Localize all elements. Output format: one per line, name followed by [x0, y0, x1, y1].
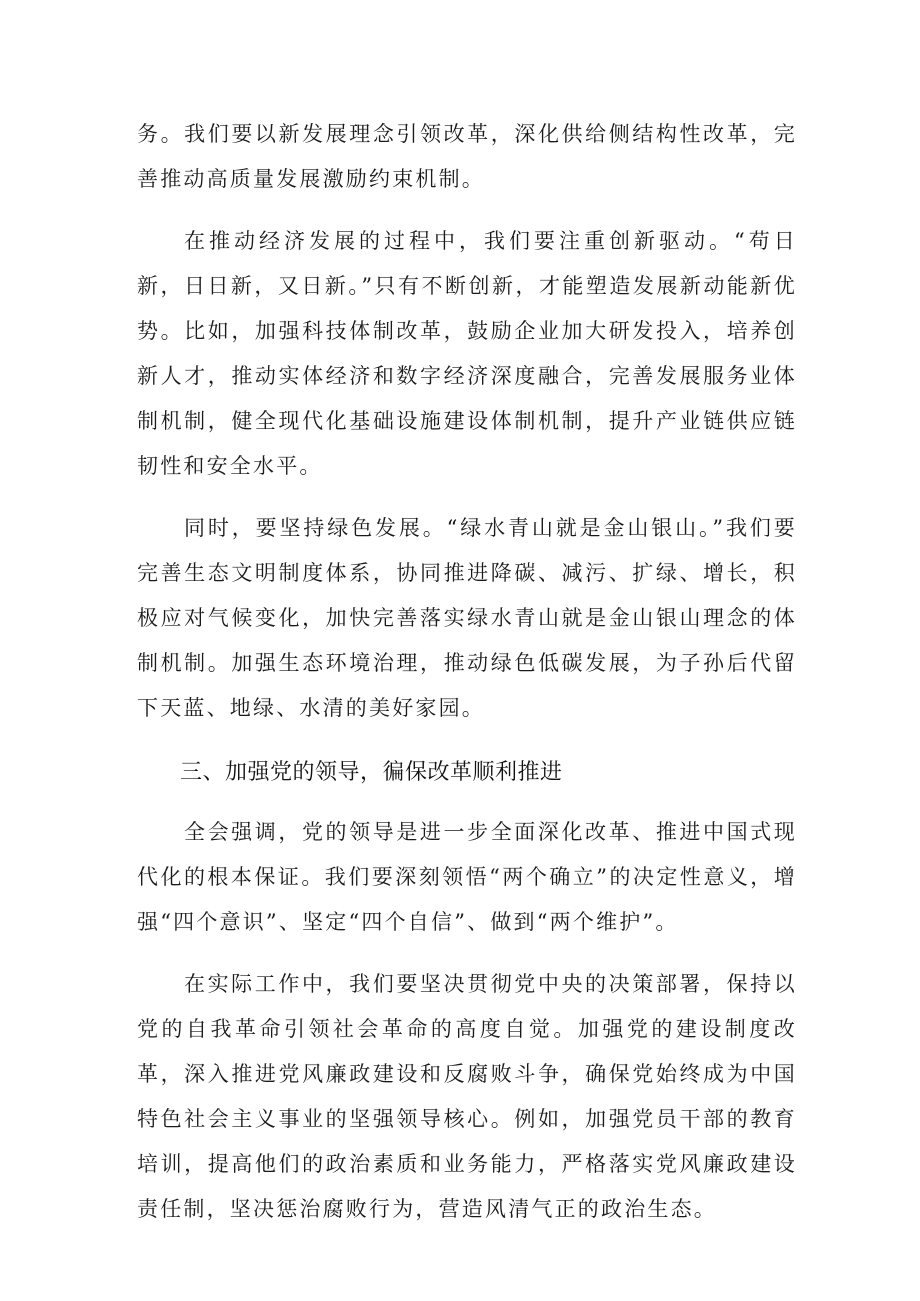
paragraph-party-leadership: 全会强调，党的领导是进一步全面深化改革、推进中国式现代化的根本保证。我们要深刻领悟“两个确立”的决定性意义，增强“四个意识”、坚定“四个自信”、做到“两个维护”。 [137, 820, 797, 934]
document-body [137, 112, 797, 1249]
paragraph-practical-work: 在实际工作中，我们要坚决贯彻党中央的决策部署，保持以党的自我革命引领社会革命的高度自觉。加强党的建设制度改革，深入推进党风廉政建设和反腐败斗争，确保党始终成为中国特色社会主义事业的坚强领导核心。例如，加强党员干部的教育培训，提高他们的政治素质和业务能力，严格落实党风廉政建设责任制，坚决惩治腐败行为，营造风清气正的政治生态。 [137, 972, 797, 1221]
paragraph-innovation: 在推动经济发展的过程中，我们要注重创新驱动。“苟日新，日日新，又日新。”只有不断创新，才能塑造发展新动能新优势。比如，加强科技体制改革，鼓励企业加大研发投入，培养创新人才，推动实体经济和数字经济深度融合，完善发展服务业体制机制，健全现代化基础设施建设体制机制，提升产业链供应链韧性和安全水平。 [137, 229, 797, 478]
paragraph-green-development: 同时，要坚持绿色发展。“绿水青山就是金山银山。”我们要完善生态文明制度体系，协同推进降碳、减污、扩绿、增长，积极应对气候变化，加快完善落实绿水青山就是金山银山理念的体制机制。加强生态环境治理，推动绿色低碳发展，为子孙后代留下天蓝、地绿、水清的美好家园。 [137, 516, 797, 720]
section-heading: 三、加强党的领导，徧保改革顺利推进 [180, 760, 563, 785]
paragraph-continuation: 务。我们要以新发展理念引领改革，深化供给侧结构性改革，完善推动高质量发展激励约束机制。 [137, 122, 797, 191]
